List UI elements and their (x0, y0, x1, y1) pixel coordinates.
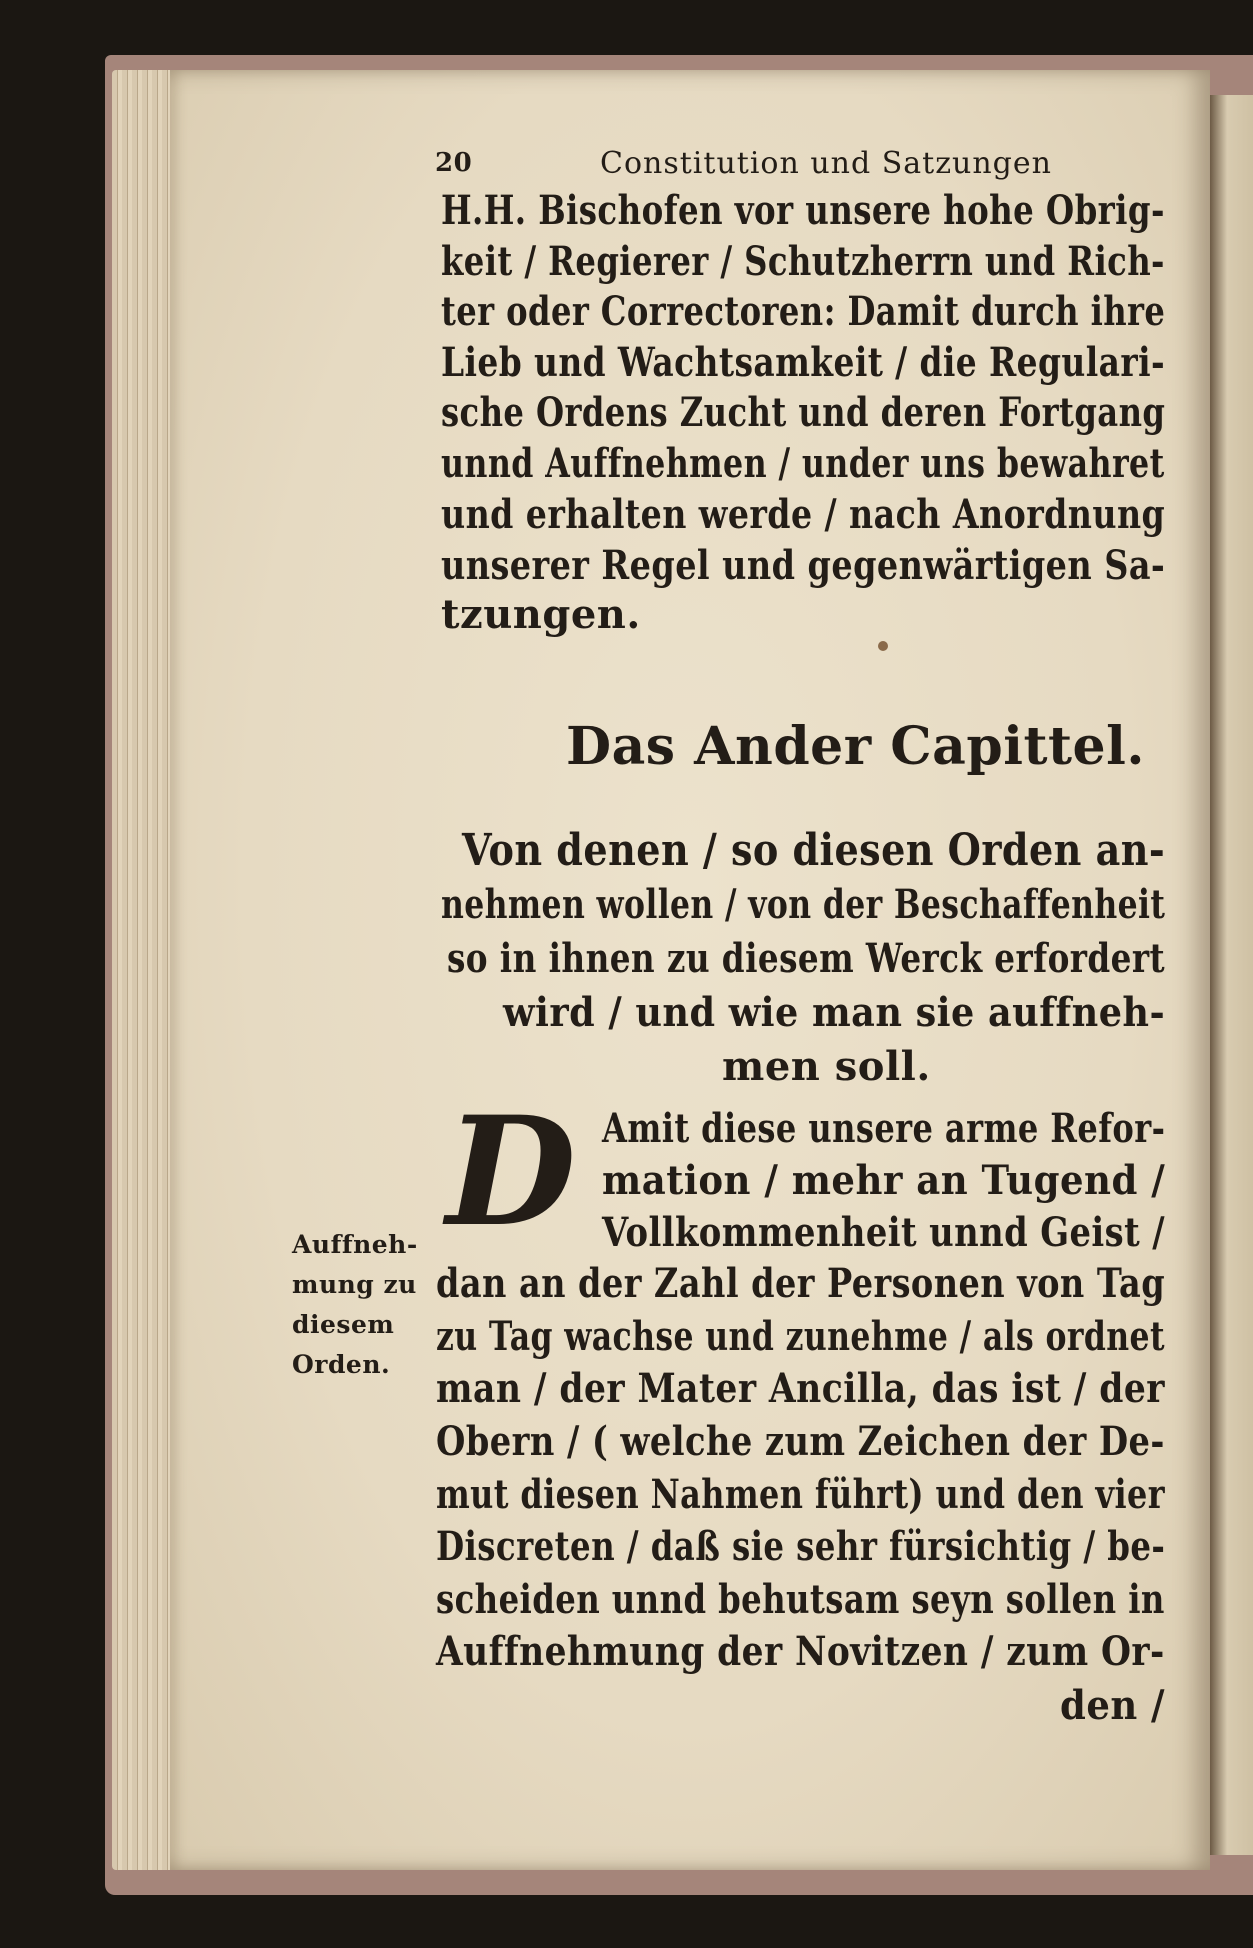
paragraph-line: man / der Mater Ancilla, das ist / der (436, 1365, 1165, 1412)
paragraph-line: Obern / ( welche zum Zeichen der De- (436, 1418, 1165, 1465)
text-line: unnd Auffnehmen / under uns bewahret (441, 440, 1165, 487)
margin-note-line: mung zu (292, 1270, 417, 1299)
chapter-title-line: men soll. (722, 1043, 931, 1090)
text-line: unserer Regel und gegenwärtigen Sa- (441, 542, 1166, 589)
text-line: und erhalten werde / nach Anordnung (441, 491, 1166, 538)
paragraph-line: den / (1060, 1682, 1166, 1729)
paragraph-line: scheiden unnd behutsam seyn sollen in (436, 1576, 1165, 1623)
paragraph-line: Amit diese unsere arme Refor- (602, 1105, 1166, 1152)
text-line: keit / Regierer / Schutzherrn und Rich- (441, 238, 1165, 285)
running-head: Constitution und Satzungen (600, 146, 1052, 181)
paragraph-line: Discreten / daß sie sehr fürsichtig / be- (436, 1523, 1166, 1570)
paragraph-line: mation / mehr an Tugend / (602, 1157, 1166, 1204)
chapter-title-line: nehmen wollen / von der Beschaffenheit (441, 881, 1166, 928)
margin-note-line: diesem (292, 1310, 395, 1339)
paragraph-line: dan an der Zahl der Personen von Tag (436, 1260, 1166, 1307)
ink-blot (878, 641, 888, 651)
chapter-title-line: so in ihnen zu diesem Werck erfordert (447, 935, 1166, 982)
text-line: ter oder Correctoren: Damit durch ihre (441, 288, 1166, 335)
text-line: tzungen. (441, 591, 641, 638)
drop-capital: D (446, 1084, 577, 1260)
margin-note-line: Auffneh- (292, 1230, 418, 1259)
chapter-title-line: Von denen / so diesen Orden an- (462, 825, 1166, 876)
chapter-heading: Das Ander Capittel. (566, 716, 1145, 777)
paragraph-line: Vollkommenheit unnd Geist / (602, 1209, 1166, 1256)
text-line: H.H. Bischofen vor unsere hohe Obrig- (441, 187, 1165, 234)
paragraph-line: Auffnehmung der Novitzen / zum Or- (436, 1628, 1165, 1675)
facing-page-edge (1210, 95, 1253, 1855)
paragraph-line: zu Tag wachse und zunehme / als ordnet (436, 1313, 1165, 1360)
paragraph-line: mut diesen Nahmen führt) und den vier (436, 1471, 1165, 1518)
page-edges (112, 70, 172, 1870)
chapter-title-line: wird / und wie man sie auffneh- (503, 989, 1166, 1036)
text-line: sche Ordens Zucht und deren Fortgang (441, 389, 1166, 436)
margin-note-line: Orden. (292, 1350, 391, 1379)
text-line: Lieb und Wachtsamkeit / die Regulari- (441, 339, 1166, 386)
page-number: 20 (435, 148, 473, 178)
